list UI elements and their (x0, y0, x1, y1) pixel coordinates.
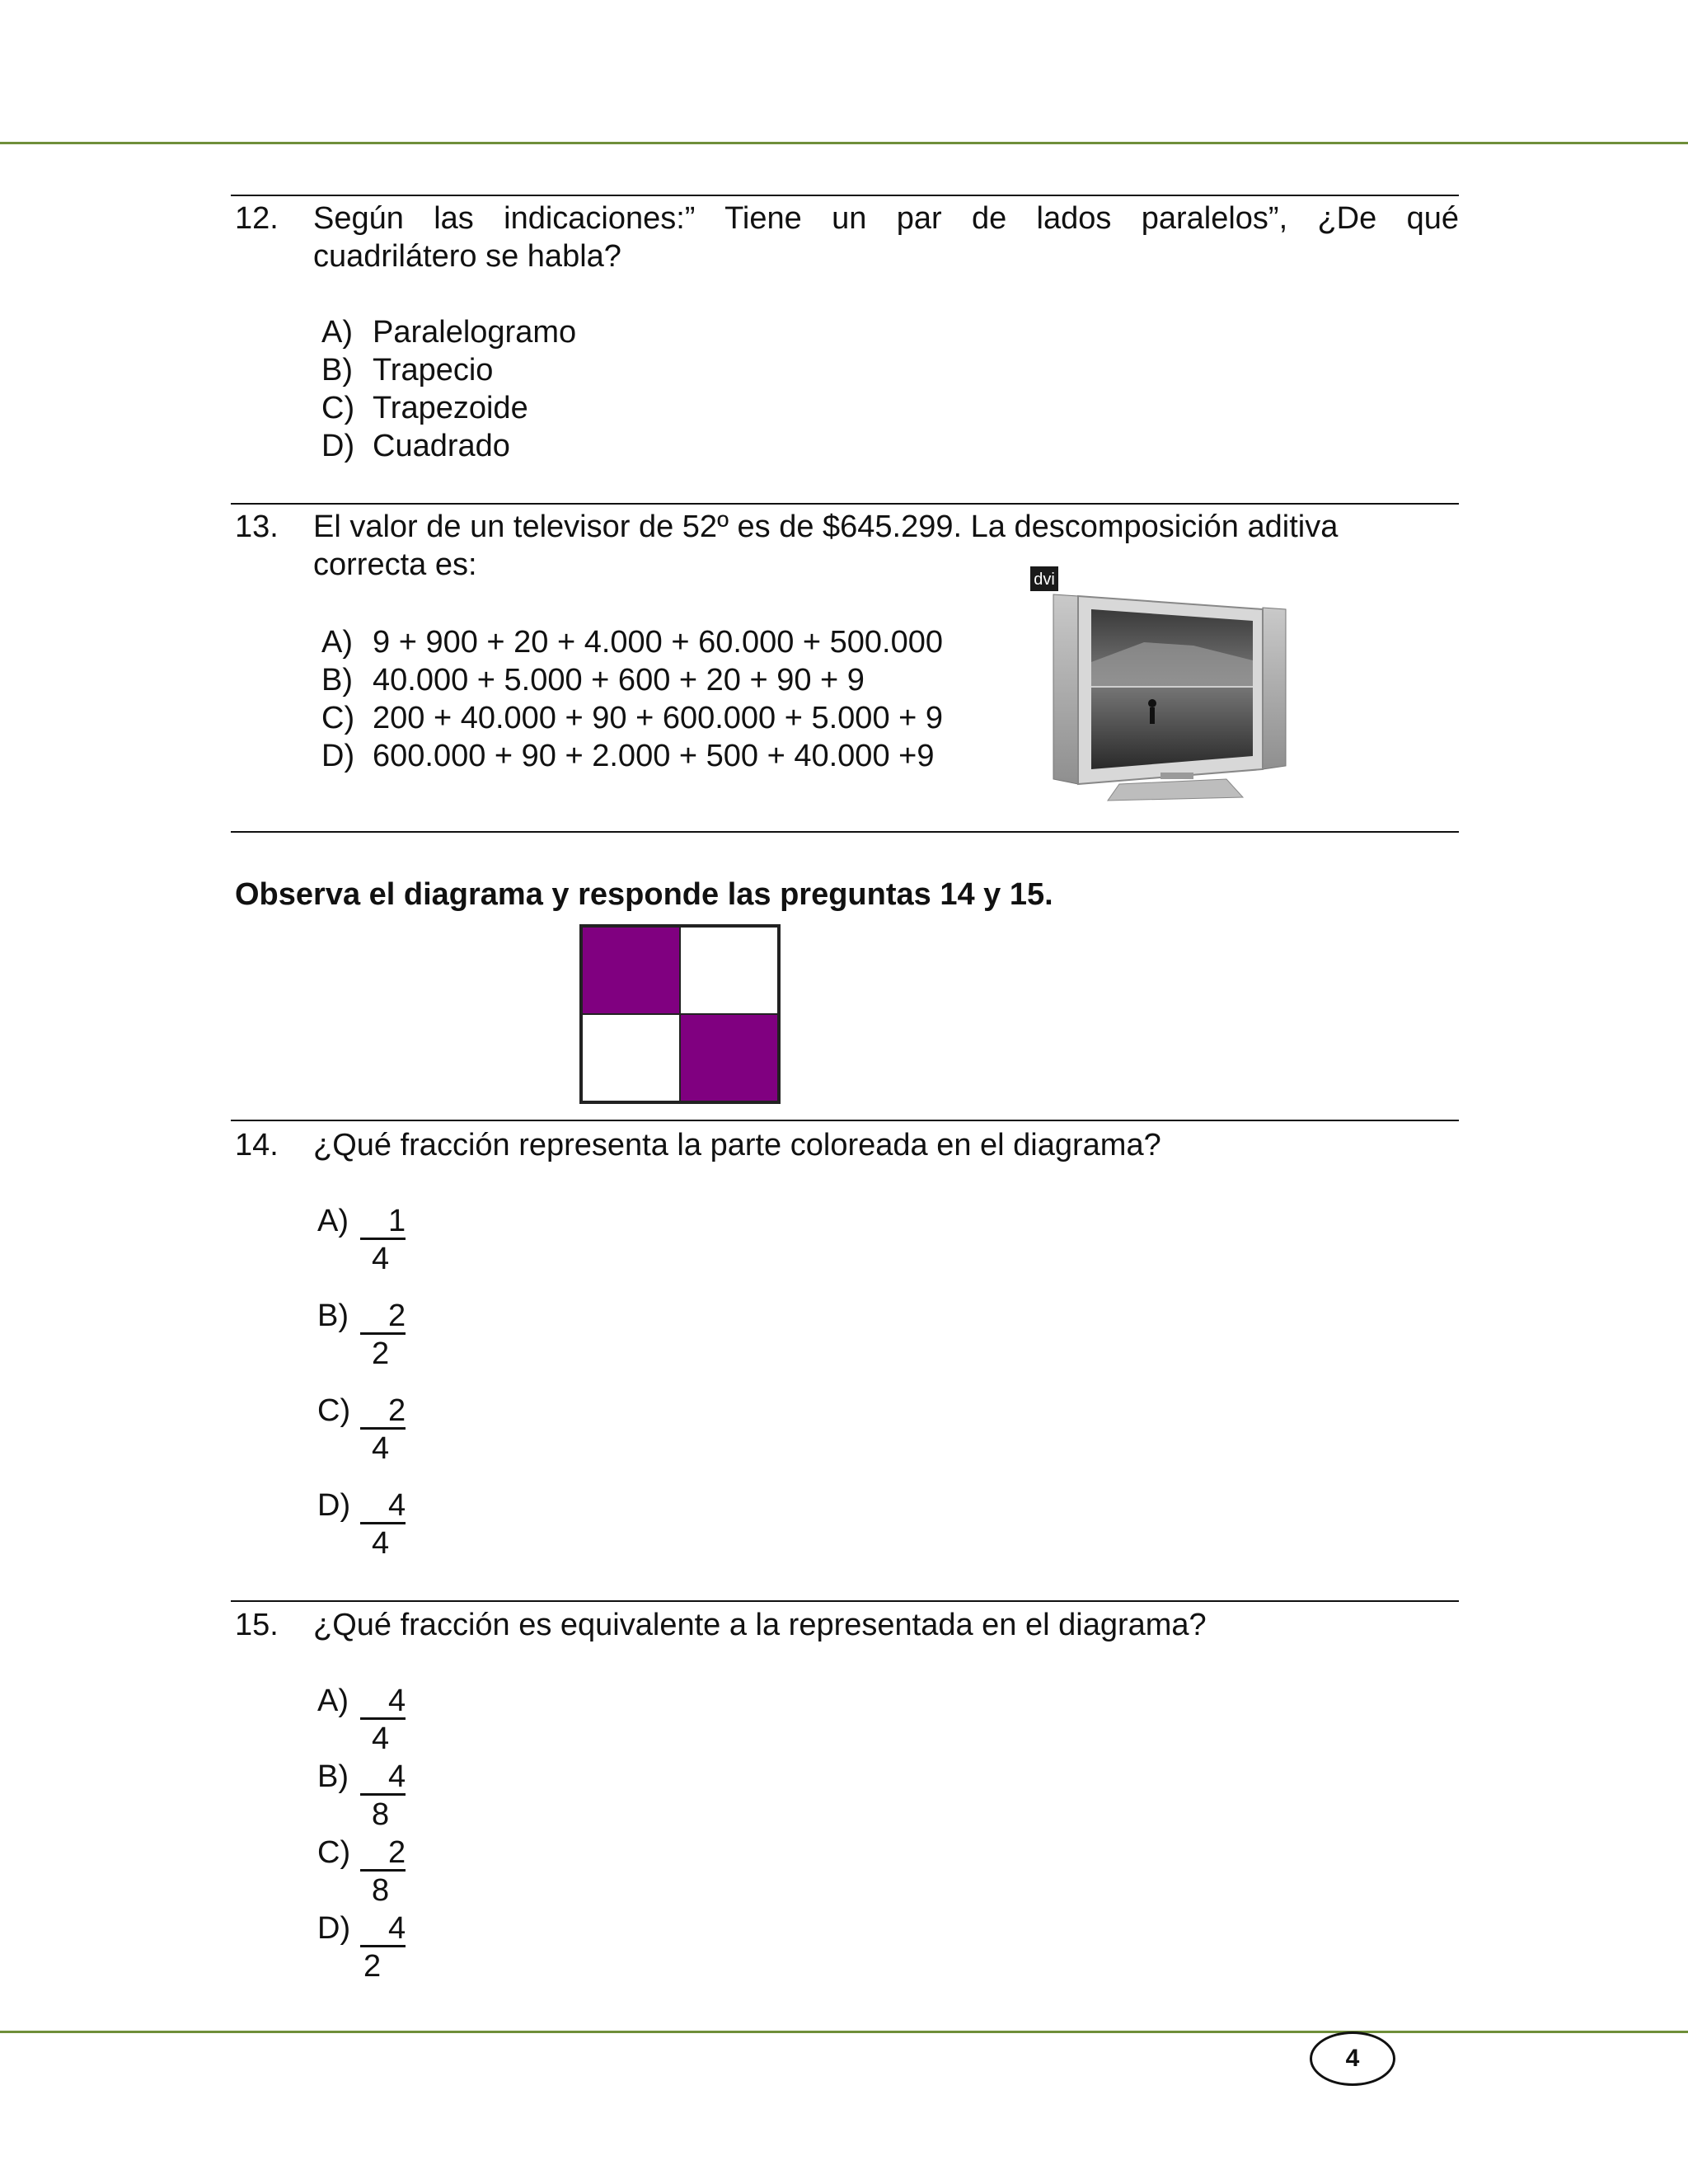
footer-rule (0, 2031, 1688, 2033)
q13-option-c[interactable]: C) 200 + 40.000 + 90 + 600.000 + 5.000 + 9 (321, 701, 944, 735)
q14-number: 14. (235, 1128, 279, 1162)
fraction-diagram (579, 924, 781, 1104)
page-number: 4 (1310, 2031, 1395, 2086)
diagram-cell-4 (680, 1014, 778, 1101)
q15-number: 15. (235, 1608, 279, 1642)
q15-question: ¿Qué fracción es equivalente a la representada en el diagrama? (313, 1608, 1207, 1642)
q13-bottom-rule (231, 831, 1459, 833)
q12-question-line1: Según las indicaciones:” Tiene un par de lados paralelos”, ¿De qué (313, 201, 1459, 236)
q12-question-line2: cuadrilátero se habla? (313, 239, 621, 274)
q13-question-line1: El valor de un televisor de 52º es de $645.299. La descomposición aditiva (313, 510, 1339, 544)
q12-option-d[interactable]: D) Cuadrado (321, 429, 510, 463)
q15-option-d[interactable]: D) 4 2 (317, 1911, 406, 1984)
q13-option-b[interactable]: B) 40.000 + 5.000 + 600 + 20 + 90 + 9 (321, 663, 865, 697)
q13-number: 13. (235, 510, 279, 544)
television-image (1029, 563, 1301, 802)
diagram-cell-3 (582, 1014, 680, 1101)
diagram-cell-1 (582, 927, 680, 1014)
q12-number: 12. (235, 201, 279, 236)
q12-option-c[interactable]: C) Trapezoide (321, 391, 528, 425)
q13-option-d[interactable]: D) 600.000 + 90 + 2.000 + 500 + 40.000 +9 (321, 739, 935, 773)
q12-option-b[interactable]: B) Trapecio (321, 353, 494, 387)
q12-top-rule (231, 195, 1459, 196)
q13-top-rule (231, 503, 1459, 505)
q12-option-a[interactable]: A) Paralelogramo (321, 315, 577, 350)
q14-option-c[interactable]: C) 2 4 (317, 1393, 406, 1466)
q15-top-rule (231, 1600, 1459, 1602)
q13-question-line2: correcta es: (313, 547, 477, 582)
q15-option-b[interactable]: B) 4 8 (317, 1759, 406, 1832)
q15-option-c[interactable]: C) 2 8 (317, 1835, 406, 1908)
instruction-text: Observa el diagrama y responde las preguntas 14 y 15. (235, 877, 1053, 912)
q14-question: ¿Qué fracción representa la parte coloreada en el diagrama? (313, 1128, 1161, 1162)
q14-option-b[interactable]: B) 2 2 (317, 1299, 406, 1371)
q13-option-a[interactable]: A) 9 + 900 + 20 + 4.000 + 60.000 + 500.000 (321, 625, 944, 660)
q14-option-a[interactable]: A) 1 4 (317, 1204, 406, 1276)
q15-option-a[interactable]: A) 4 4 (317, 1684, 406, 1756)
q14-top-rule (231, 1120, 1459, 1121)
diagram-cell-2 (680, 927, 778, 1014)
q14-option-d[interactable]: D) 4 4 (317, 1488, 406, 1561)
header-rule (0, 142, 1688, 144)
tv-badge: dvi (1034, 571, 1055, 589)
